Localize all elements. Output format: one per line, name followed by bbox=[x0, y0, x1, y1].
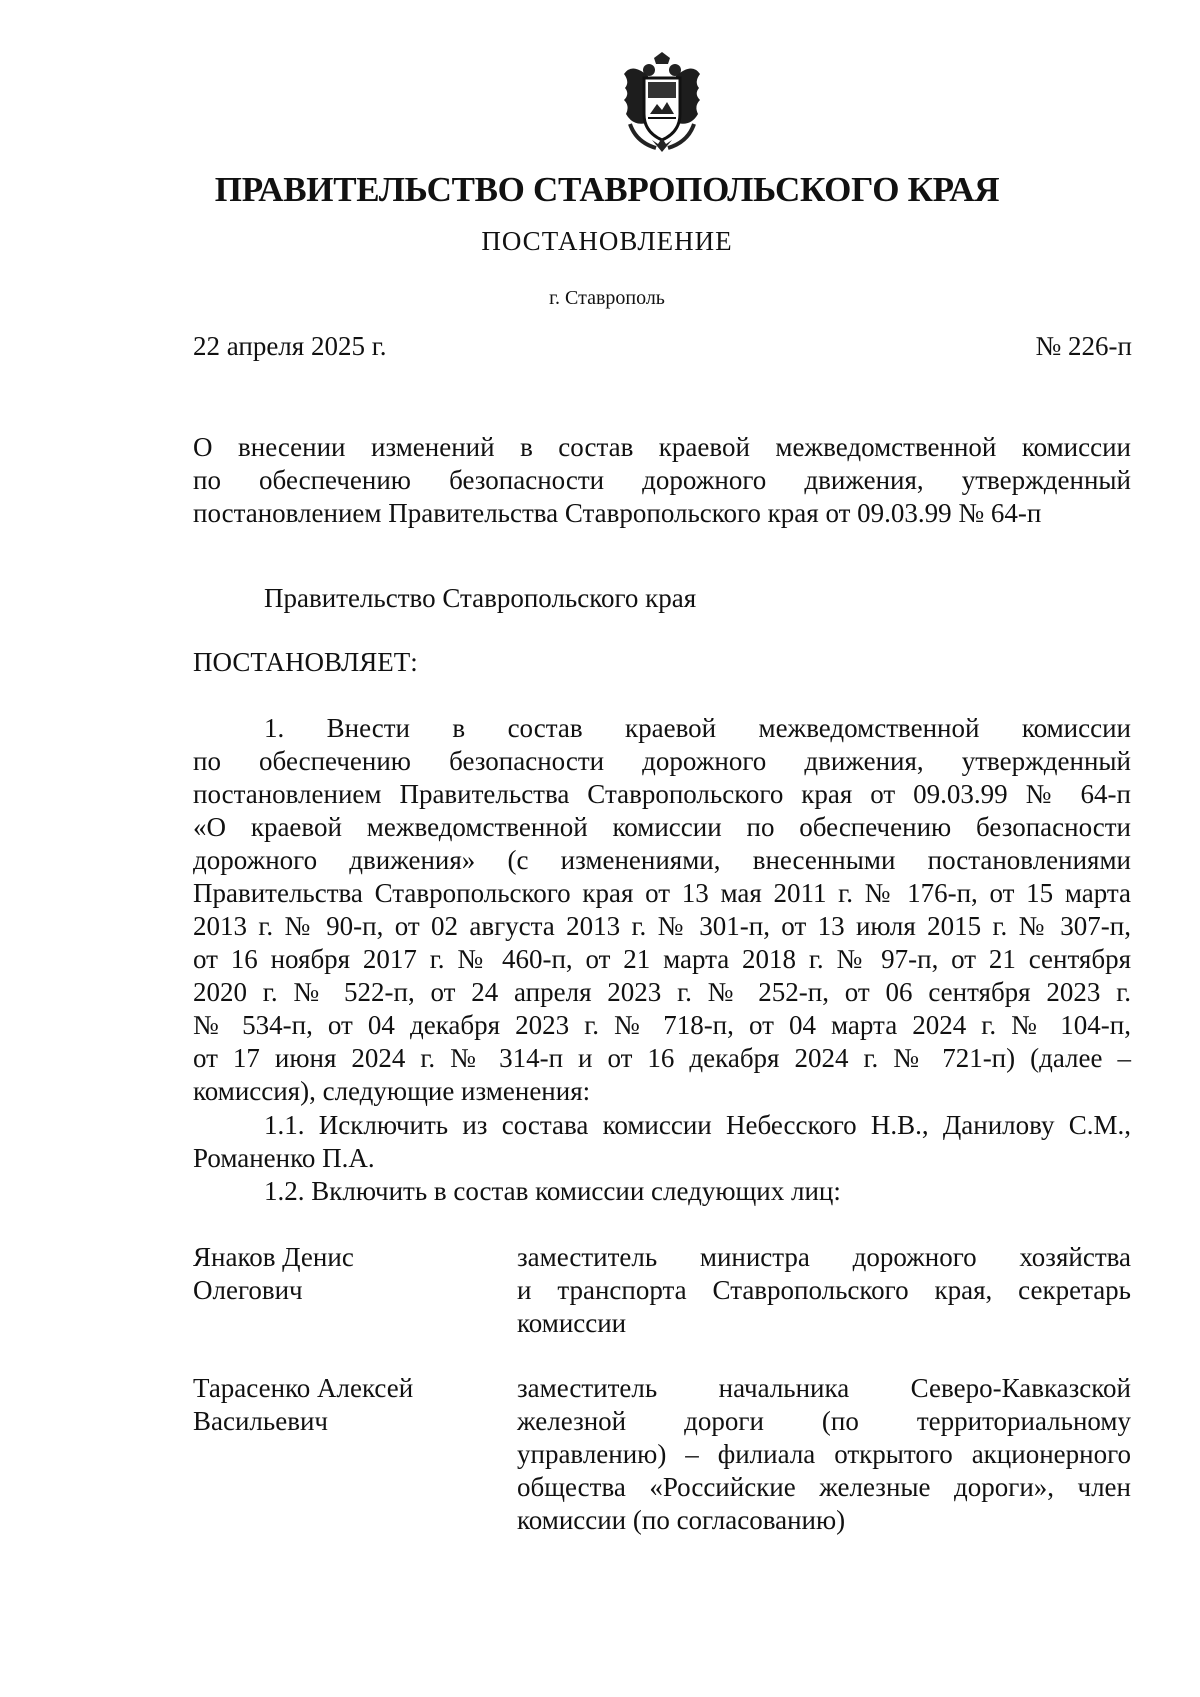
item-1-line: постановлением Правительства Ставропольского края от 09.03.99 № 64-п bbox=[193, 779, 1131, 809]
item-1-2: 1.2. Включить в состав комиссии следующих лиц: bbox=[264, 1176, 841, 1206]
document-type: ПОСТАНОВЛЕНИЕ bbox=[481, 226, 733, 256]
member-position-line: комиссии (по согласованию) bbox=[517, 1505, 846, 1535]
document-date: 22 апреля 2025 г. bbox=[193, 331, 387, 361]
member-name bbox=[193, 1372, 493, 1438]
member-position-line: управлению) – филиала открытого акционерного bbox=[517, 1439, 1131, 1469]
member-position-line: и транспорта Ставропольского края, секретарь bbox=[517, 1275, 1131, 1305]
government-title: ПРАВИТЕЛЬСТВО СТАВРОПОЛЬСКОГО КРАЯ bbox=[214, 170, 1000, 209]
item-1-line: «О краевой межведомственной комиссии по обеспечению безопасности bbox=[193, 812, 1131, 842]
member-position-line: общества «Российские железные дороги», член bbox=[517, 1472, 1131, 1502]
member-position bbox=[517, 1372, 1131, 1537]
resolves-heading: ПОСТАНОВЛЯЕТ: bbox=[193, 647, 418, 677]
item-1-line: 1. Внести в состав краевой межведомственной комиссии bbox=[264, 713, 1131, 743]
item-1-line: дорожного движения» (с изменениями, внесенными постановлениями bbox=[193, 845, 1131, 875]
member-name-line: Янаков Денис bbox=[193, 1242, 354, 1272]
member-name-line: Васильевич bbox=[193, 1406, 328, 1436]
title-line: по обеспечению безопасности дорожного движения, утвержденный bbox=[193, 465, 1131, 495]
item-1-line: от 17 июня 2024 г. № 314-п и от 16 декабря 2024 г. № 721-п) (далее – bbox=[193, 1043, 1131, 1073]
item-1 bbox=[193, 712, 1131, 1108]
item-1-line: 2013 г. № 90-п, от 02 августа 2013 г. № 301-п, от 13 июля 2015 г. № 307-п, bbox=[193, 911, 1131, 941]
member-position-line: заместитель начальника Северо-Кавказской bbox=[517, 1373, 1131, 1403]
city: г. Ставрополь bbox=[549, 287, 665, 309]
member-position bbox=[517, 1241, 1131, 1340]
title-line: постановлением Правительства Ставропольского края от 09.03.99 № 64-п bbox=[193, 498, 1042, 528]
member-position-line: комиссии bbox=[517, 1308, 627, 1338]
item-1-line: комиссия), следующие изменения: bbox=[193, 1076, 591, 1106]
document-number: № 226-п bbox=[1035, 331, 1132, 361]
member-position-line: железной дороги (по территориальному bbox=[517, 1406, 1131, 1436]
item-1-line: 2020 г. № 522-п, от 24 апреля 2023 г. № 252-п, от 06 сентября 2023 г. bbox=[193, 977, 1131, 1007]
item-1-line: Правительства Ставропольского края от 13 мая 2011 г. № 176-п, от 15 марта bbox=[193, 878, 1131, 908]
item-1-line: по обеспечению безопасности дорожного движения, утвержденный bbox=[193, 746, 1131, 776]
coat-of-arms-emblem bbox=[622, 52, 702, 154]
member-name bbox=[193, 1241, 493, 1307]
document-title bbox=[193, 431, 1131, 530]
item-1-line: № 534-п, от 04 декабря 2023 г. № 718-п, от 04 марта 2024 г. № 104-п, bbox=[193, 1010, 1131, 1040]
item-1-1-line: Романенко П.А. bbox=[193, 1143, 375, 1173]
intro-text: Правительство Ставропольского края bbox=[264, 583, 697, 613]
item-1-1-line: 1.1. Исключить из состава комиссии Небесского Н.В., Данилову С.М., bbox=[264, 1110, 1131, 1140]
member-name-line: Олегович bbox=[193, 1275, 303, 1305]
item-1-1 bbox=[193, 1109, 1131, 1175]
member-name-line: Тарасенко Алексей bbox=[193, 1373, 414, 1403]
title-line: О внесении изменений в состав краевой межведомственной комиссии bbox=[193, 432, 1131, 462]
member-position-line: заместитель министра дорожного хозяйства bbox=[517, 1242, 1131, 1272]
item-1-line: от 16 ноября 2017 г. № 460-п, от 21 марта 2018 г. № 97-п, от 21 сентября bbox=[193, 944, 1131, 974]
